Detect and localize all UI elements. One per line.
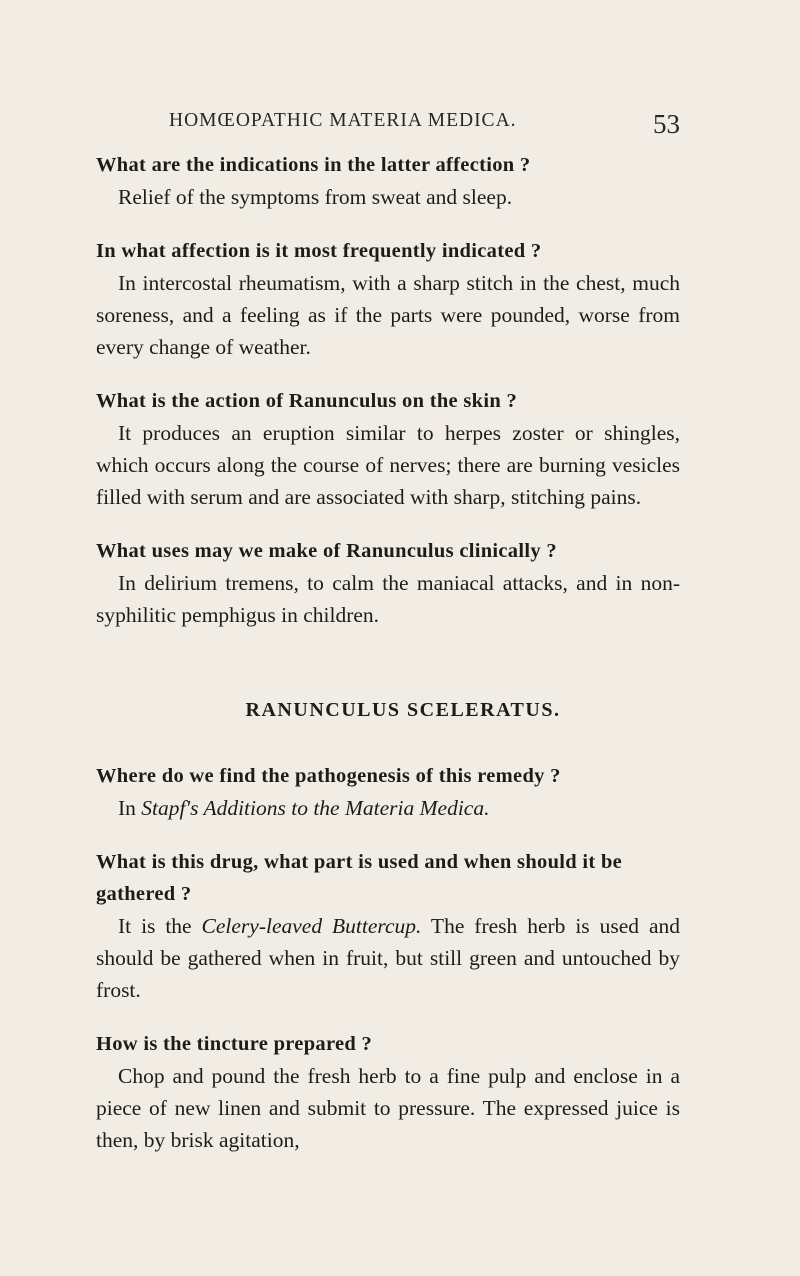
answer-text: In xyxy=(118,796,142,820)
answer: It produces an eruption similar to herpes zoster or shingles, which occurs along the course of nerves; there are burning vesicles filled with serum and are associated with sharp, stitching pains. xyxy=(96,421,680,509)
qa-item xyxy=(96,149,680,213)
answer: In intercostal rheumatism, with a sharp stitch in the chest, much soreness, and a feeling as if the parts were pounded, worse from every change of weather. xyxy=(96,271,680,359)
qa-item xyxy=(96,846,680,1006)
qa-item xyxy=(96,535,680,631)
answer-text: It is the xyxy=(118,914,202,938)
answer xyxy=(96,1060,680,1156)
answer xyxy=(96,910,680,1006)
question: What are the indications in the latter affection ? xyxy=(96,154,531,176)
section-heading: RANUNCULUS SCELERATUS. xyxy=(245,699,561,721)
qa-item xyxy=(96,760,680,824)
answer: Relief of the symptoms from sweat and sleep. xyxy=(118,185,513,209)
book-page xyxy=(96,100,680,1178)
page-number: 53 xyxy=(653,109,680,139)
qa-item xyxy=(96,385,680,513)
qa-item xyxy=(96,1028,680,1156)
answer: In delirium tremens, to calm the maniacal attacks, and in non-syphilitic pemphigus in children. xyxy=(96,571,680,627)
answer-text: Chop and pound the fresh herb to a fine pulp and enclose in a piece of new linen and submit to pressure. The expressed juice is then, by brisk agitation, xyxy=(96,1064,680,1152)
running-head xyxy=(96,100,680,140)
qa-item xyxy=(96,235,680,363)
question: What is this drug, what part is used and when should it be gathered ? xyxy=(96,851,623,905)
question: Where do we find the pathogenesis of this remedy ? xyxy=(96,765,561,787)
answer-italic-title: Stapf's Additions to the Materia Medica. xyxy=(141,796,490,820)
answer-italic-name: Celery-leaved Buttercup. xyxy=(201,914,422,938)
answer xyxy=(96,792,680,824)
question: What uses may we make of Ranunculus clinically ? xyxy=(96,540,557,562)
question: How is the tincture prepared ? xyxy=(96,1033,373,1055)
question: What is the action of Ranunculus on the skin ? xyxy=(96,390,518,412)
question: In what affection is it most frequently indicated ? xyxy=(96,240,542,262)
running-title: HOMŒOPATHIC MATERIA MEDICA. xyxy=(169,110,517,131)
answer-text: The fresh herb is used and should be gathered when in fruit, but still green and untouched by frost. xyxy=(96,914,680,1002)
